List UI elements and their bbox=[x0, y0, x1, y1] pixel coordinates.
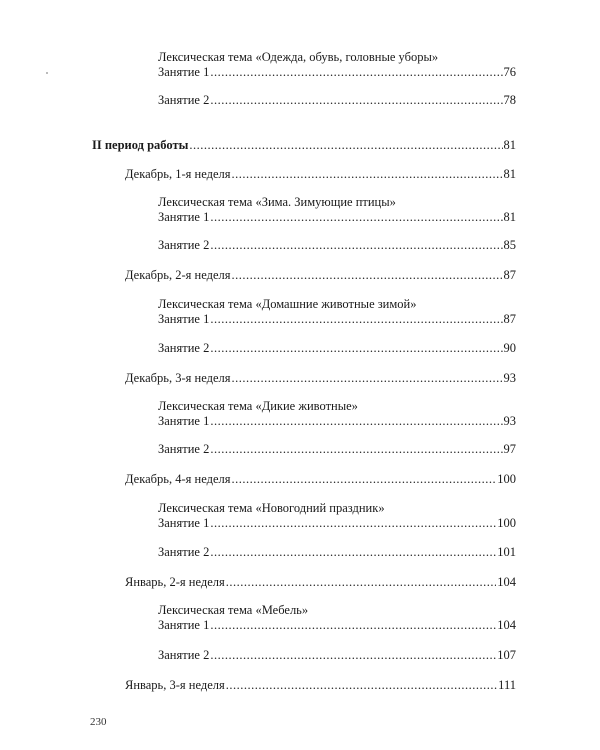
toc-page-number: 104 bbox=[497, 618, 516, 632]
toc-week-label: Декабрь, 3-я неделя bbox=[125, 371, 231, 385]
toc-page-number: 81 bbox=[503, 210, 516, 224]
leader-dots bbox=[210, 618, 496, 632]
leader-dots bbox=[210, 442, 502, 456]
leader-dots bbox=[226, 575, 496, 589]
toc-topic-heading: Лексическая тема «Зима. Зимующие птицы» bbox=[158, 195, 396, 209]
leader-dots bbox=[210, 414, 502, 428]
toc-topic-heading: Лексическая тема «Домашние животные зимой» bbox=[158, 297, 417, 311]
toc-entry[interactable] bbox=[158, 65, 516, 79]
toc-entry[interactable] bbox=[158, 618, 516, 632]
toc-week-entry[interactable] bbox=[125, 678, 516, 692]
toc-week-label: Январь, 2-я неделя bbox=[125, 575, 225, 589]
leader-dots bbox=[231, 268, 502, 282]
toc-week-entry[interactable] bbox=[125, 268, 516, 282]
leader-dots bbox=[231, 472, 496, 486]
leader-dots bbox=[210, 210, 502, 224]
toc-entry-label: Занятие 1 bbox=[158, 65, 210, 79]
toc-topic-heading: Лексическая тема «Новогодний праздник» bbox=[158, 501, 385, 515]
toc-page-number: 100 bbox=[497, 472, 516, 486]
toc-entry[interactable] bbox=[158, 516, 516, 530]
toc-entry-label: Занятие 1 bbox=[158, 210, 210, 224]
toc-topic-heading: Лексическая тема «Одежда, обувь, головные уборы» bbox=[158, 50, 439, 64]
toc-page-number: 93 bbox=[503, 371, 516, 385]
toc-entry-label: Занятие 2 bbox=[158, 341, 210, 355]
toc-page-number: 101 bbox=[497, 545, 516, 559]
toc-page-number: 85 bbox=[503, 238, 516, 252]
leader-dots bbox=[210, 648, 496, 662]
toc-week-entry[interactable] bbox=[125, 167, 516, 181]
toc-entry-label: Занятие 2 bbox=[158, 93, 210, 107]
leader-dots bbox=[231, 167, 502, 181]
toc-entry-label: Занятие 2 bbox=[158, 442, 210, 456]
toc-week-label: Декабрь, 4-я неделя bbox=[125, 472, 231, 486]
toc-page-number: 81 bbox=[503, 138, 516, 152]
toc-page-number: 93 bbox=[503, 414, 516, 428]
leader-dots bbox=[210, 312, 502, 326]
toc-entry[interactable] bbox=[158, 312, 516, 326]
toc-page-number: 87 bbox=[503, 268, 516, 282]
toc-topic-heading: Лексическая тема «Дикие животные» bbox=[158, 399, 358, 413]
leader-dots bbox=[210, 516, 496, 530]
toc-entry[interactable] bbox=[158, 238, 516, 252]
toc-entry-label: Занятие 2 bbox=[158, 238, 210, 252]
toc-page-number: 81 bbox=[503, 167, 516, 181]
leader-dots bbox=[210, 93, 502, 107]
toc-page-number: 111 bbox=[498, 678, 516, 692]
toc-entry-label: Занятие 1 bbox=[158, 312, 210, 326]
toc-week-entry[interactable] bbox=[125, 472, 516, 486]
leader-dots bbox=[210, 341, 502, 355]
leader-dots bbox=[210, 65, 502, 79]
toc-page-number: 87 bbox=[503, 312, 516, 326]
toc-entry[interactable] bbox=[158, 442, 516, 456]
toc-entry[interactable] bbox=[158, 210, 516, 224]
toc-entry[interactable] bbox=[158, 545, 516, 559]
toc-page-number: 107 bbox=[497, 648, 516, 662]
toc-page-number: 78 bbox=[503, 93, 516, 107]
toc-week-label: Декабрь, 2-я неделя bbox=[125, 268, 231, 282]
toc-page-number: 97 bbox=[503, 442, 516, 456]
toc-entry[interactable] bbox=[158, 414, 516, 428]
toc-entry[interactable] bbox=[158, 93, 516, 107]
leader-dots bbox=[189, 138, 502, 152]
toc-page-number: 90 bbox=[503, 341, 516, 355]
scan-speck bbox=[46, 72, 48, 74]
toc-section-entry[interactable] bbox=[92, 138, 516, 152]
leader-dots bbox=[210, 545, 496, 559]
leader-dots bbox=[231, 371, 502, 385]
toc-page-number: 76 bbox=[503, 65, 516, 79]
toc-page-number: 100 bbox=[497, 516, 516, 530]
toc-entry-label: Занятие 1 bbox=[158, 516, 210, 530]
toc-topic-heading: Лексическая тема «Мебель» bbox=[158, 603, 309, 617]
toc-week-label: Декабрь, 1-я неделя bbox=[125, 167, 231, 181]
toc-entry-label: Занятие 2 bbox=[158, 648, 210, 662]
page-number: 230 bbox=[90, 716, 107, 728]
toc-entry-label: Занятие 2 bbox=[158, 545, 210, 559]
leader-dots bbox=[226, 678, 497, 692]
toc-entry[interactable] bbox=[158, 648, 516, 662]
toc-week-entry[interactable] bbox=[125, 371, 516, 385]
toc-entry-label: Занятие 1 bbox=[158, 618, 210, 632]
toc-page-number: 104 bbox=[497, 575, 516, 589]
toc-entry-label: Занятие 1 bbox=[158, 414, 210, 428]
toc-entry[interactable] bbox=[158, 341, 516, 355]
toc-week-entry[interactable] bbox=[125, 575, 516, 589]
toc-week-label: Январь, 3-я неделя bbox=[125, 678, 225, 692]
leader-dots bbox=[210, 238, 502, 252]
toc-section-label: II период работы bbox=[92, 138, 189, 152]
